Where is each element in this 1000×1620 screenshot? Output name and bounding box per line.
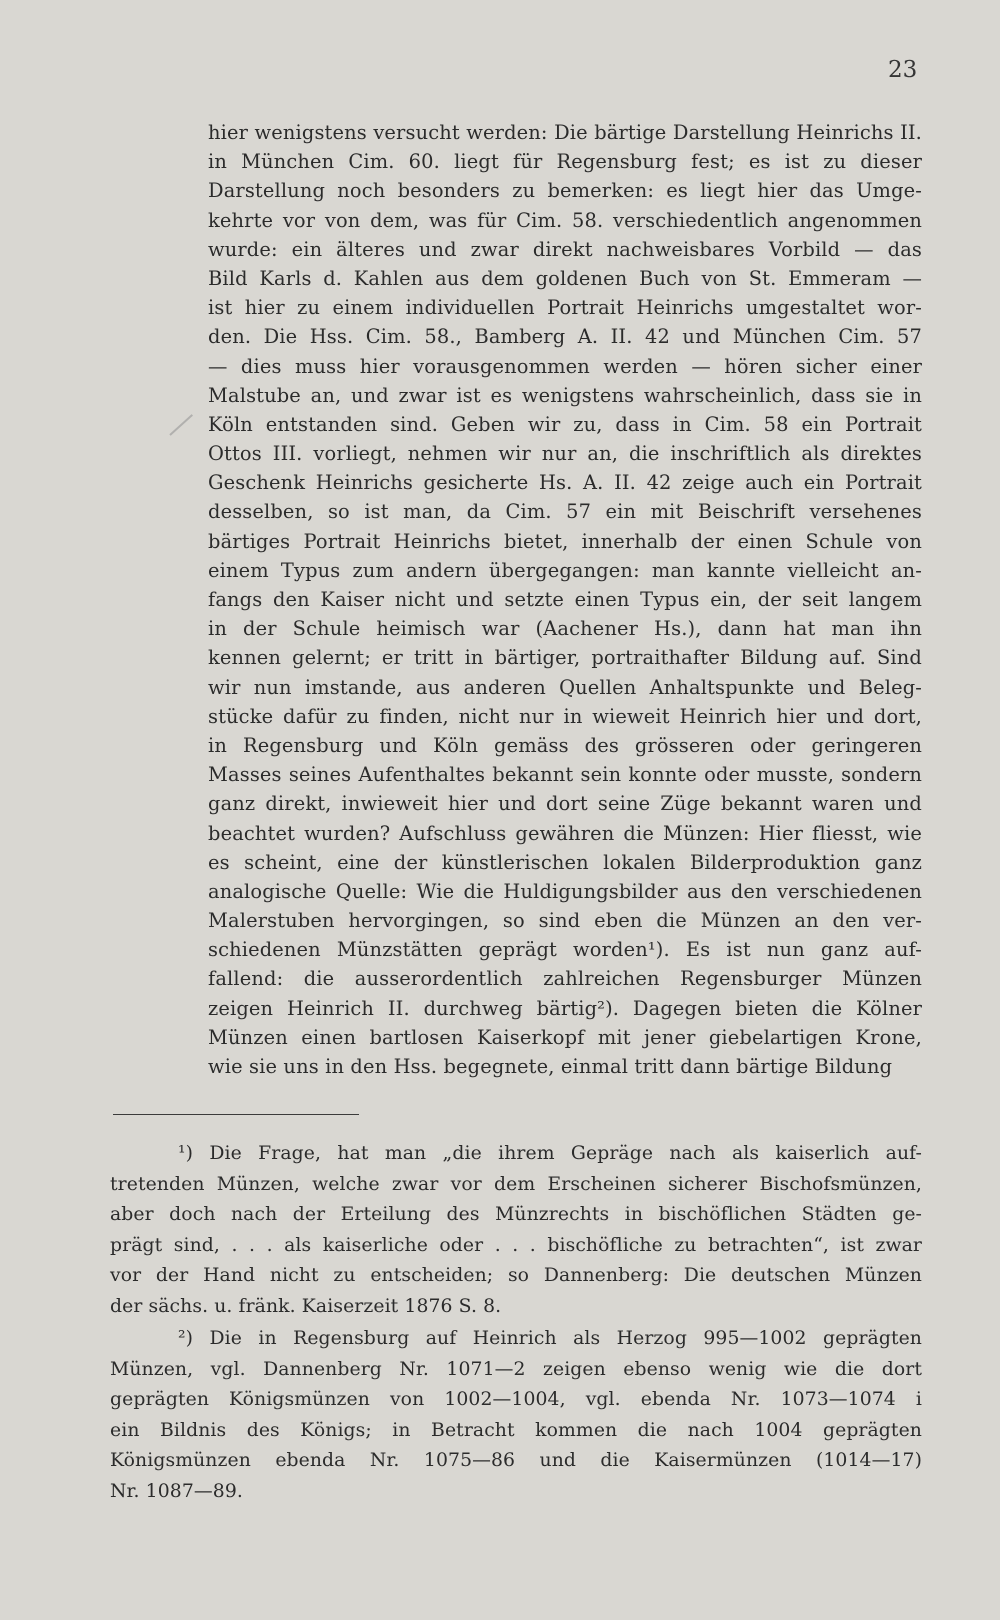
text-line: — dies muss hier vorausgenommen werden — hören sicher einer [208, 354, 922, 378]
footnote-divider [113, 1114, 359, 1115]
footnote-line: prägt sind, . . . als kaiserliche oder . . . bischöfliche zu betrachten“, ist zwar [110, 1234, 922, 1256]
text-line: wir nun imstande, aus anderen Quellen Anhaltspunkte und Beleg- [208, 675, 922, 699]
footnote-line: tretenden Münzen, welche zwar vor dem Erscheinen sicherer Bischofsmünzen, [110, 1173, 922, 1195]
footnote-marker: ¹) [178, 1143, 194, 1164]
text-line: Geschenk Heinrichs gesicherte Hs. A. II. 42 zeige auch ein Portrait [208, 471, 922, 495]
text-line: fangs den Kaiser nicht und setzte einen Typus ein, der seit langem [208, 588, 922, 611]
footnote-line: ein Bildnis des Königs; in Betracht kommen die nach 1004 geprägten [110, 1419, 922, 1441]
text-line: bärtiges Portrait Heinrichs bietet, innerhalb der einen Schule von [208, 529, 922, 553]
text-line: hier wenigstens versucht werden: Die bärtige Darstellung Heinrichs II. [208, 121, 922, 144]
text-line: in der Schule heimisch war (Aachener Hs.), dann hat man ihn [208, 617, 922, 641]
text-line: desselben, so ist man, da Cim. 57 ein mit Beischrift versehenes [208, 500, 922, 524]
text-line: Masses seines Aufenthaltes bekannt sein konnte oder musste, sondern [208, 763, 922, 787]
footnote-line: Münzen, vgl. Dannenberg Nr. 1071—2 zeigen ebenso wenig wie die dort [110, 1358, 922, 1380]
footnote-1 [110, 1139, 922, 1322]
text-line: Köln entstanden sind. Geben wir zu, dass in Cim. 58 ein Portrait [208, 412, 922, 436]
text-line: Darstellung noch besonders zu bemerken: es liegt hier das Umge- [208, 179, 922, 203]
footnotes [110, 1139, 922, 1509]
text-line: in München Cim. 60. liegt für Regensburg fest; es ist zu dieser [208, 150, 922, 174]
text-line: fallend: die ausserordentlich zahlreichen Regensburger Münzen [208, 967, 922, 991]
text-line: schiedenen Münzstätten geprägt worden¹). Es ist nun ganz auf- [208, 938, 922, 962]
text-line: kennen gelernt; er tritt in bärtiger, portraithafter Bildung auf. Sind [208, 646, 922, 670]
footnote-line: aber doch nach der Erteilung des Münzrechts in bischöflichen Städten ge- [110, 1204, 922, 1225]
text-line: Ottos III. vorliegt, nehmen wir nur an, die inschriftlich als direktes [208, 442, 922, 466]
text-line: stücke dafür zu finden, nicht nur in wieweit Heinrich hier und dort, [208, 704, 922, 728]
text-line: ganz direkt, inwieweit hier und dort seine Züge bekannt waren und [208, 792, 922, 816]
text-line: Bild Karls d. Kahlen aus dem goldenen Buch von St. Emmeram — [208, 266, 922, 290]
text-line: ist hier zu einem individuellen Portrait Heinrichs umgestaltet wor- [208, 296, 922, 320]
main-text [208, 118, 922, 1081]
footnote-line: Königsmünzen ebenda Nr. 1075—86 und die Kaisermünzen (1014—17) [110, 1450, 922, 1471]
text-line: wie sie uns in den Hss. begegnete, einmal tritt dann bärtige Bildung [208, 1055, 893, 1078]
page-number: 23 [888, 57, 918, 83]
pencil-mark [169, 414, 193, 436]
text-line: wurde: ein älteres und zwar direkt nachweisbares Vorbild — das [208, 237, 922, 261]
text-line: einem Typus zum andern übergegangen: man kannte vielleicht an- [208, 558, 922, 582]
footnote-text: Die in Regensburg auf Heinrich als Herzog 995—1002 geprägten [209, 1328, 922, 1349]
text-line: Münzen einen bartlosen Kaiserkopf mit jener giebelartigen Krone, [208, 1025, 922, 1049]
footnote-line: Nr. 1087—89. [110, 1480, 243, 1502]
footnote-line: geprägten Königsmünzen von 1002—1004, vgl. ebenda Nr. 1073—1074 i [110, 1389, 922, 1410]
text-line: es scheint, eine der künstlerischen lokalen Bilderproduktion ganz [208, 850, 922, 874]
footnote-2 [110, 1324, 922, 1507]
text-line: zeigen Heinrich II. durchweg bärtig²). Dagegen bieten die Kölner [208, 996, 922, 1020]
footnote-text: Die Frage, hat man „die ihrem Gepräge nach als kaiserlich auf- [209, 1143, 922, 1164]
footnote-line [110, 1139, 922, 1170]
text-line: analogische Quelle: Wie die Huldigungsbilder aus den verschiedenen [208, 879, 922, 903]
text-line: in Regensburg und Köln gemäss des grösseren oder geringeren [208, 733, 922, 757]
text-line: kehrte vor von dem, was für Cim. 58. verschiedentlich angenommen [208, 208, 922, 232]
text-line: Malstube an, und zwar ist es wenigstens wahrscheinlich, dass sie in [208, 383, 922, 407]
text-line: den. Die Hss. Cim. 58., Bamberg A. II. 42 und München Cim. 57 [208, 325, 922, 349]
footnote-line: der sächs. u. fränk. Kaiserzeit 1876 S. 8. [110, 1295, 502, 1317]
footnote-line: vor der Hand nicht zu entscheiden; so Dannenberg: Die deutschen Münzen [110, 1265, 922, 1286]
text-line: Malerstuben hervorgingen, so sind eben die Münzen an den ver- [208, 909, 922, 933]
footnote-marker: ²) [178, 1328, 194, 1349]
text-line: beachtet wurden? Aufschluss gewähren die Münzen: Hier fliesst, wie [208, 821, 922, 845]
footnote-line [110, 1324, 922, 1355]
